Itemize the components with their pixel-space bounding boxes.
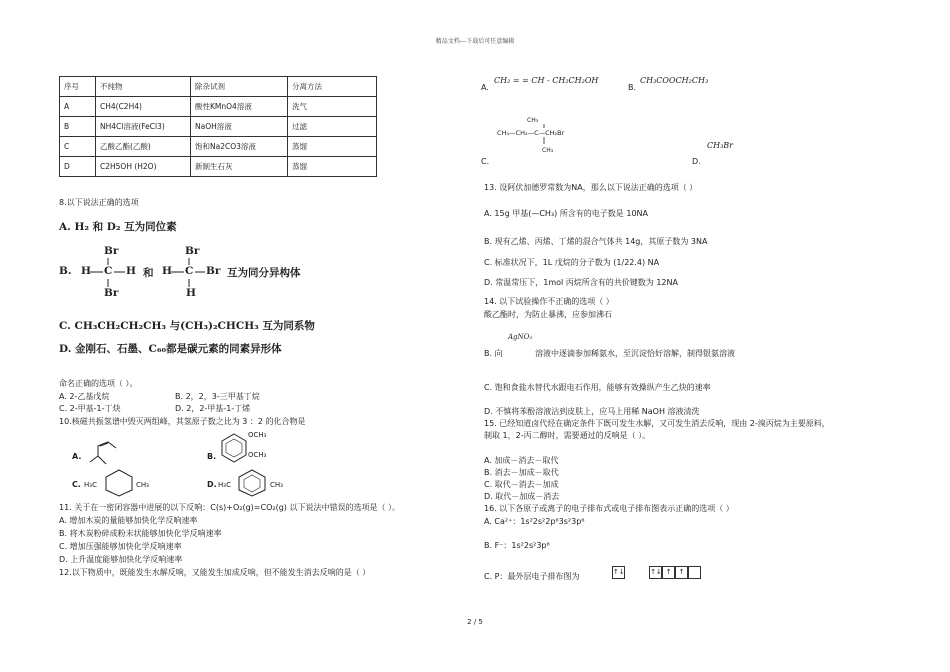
q11-option-a: A. 增加木炭的量能够加快化学反响速率 (59, 516, 198, 525)
q8-option-d: D. 金刚石、石墨、C₆₀都是碳元素的同素异形体 (59, 343, 282, 355)
q13-option-b: B. 现有乙烯、丙烯、丁烯的混合气体共 14g，其原子数为 3NA (484, 237, 708, 246)
q12-option-d: CH₃Br (707, 141, 734, 150)
table-cell: 新制生石灰 (191, 157, 288, 177)
q16-option-c: C. P：最外层电子排布图为 (484, 572, 580, 581)
q10-option-c: C. (72, 480, 81, 489)
q13-stem: 13. 设阿伏加德罗常数为NA，那么以下说法正确的选项（ ） (484, 183, 698, 192)
orbital-diagram (612, 562, 701, 581)
atom-br: Br (104, 287, 119, 299)
table-row (60, 97, 377, 117)
orbital-3p: ↑ (662, 566, 675, 579)
table-cell: 乙酸乙酯(乙酸) (96, 137, 191, 157)
q14-option-d: D. 不慎将苯酚溶液沾到皮肤上，应马上用稀 NaOH 溶液清洗 (484, 407, 700, 416)
cyclohexane-ring-icon (102, 468, 136, 498)
q16-option-b: B. F⁻：1s²2s²3p⁶ (484, 541, 550, 550)
atom-br: Br (104, 245, 119, 257)
q8-option-a: A. H₂ 和 D₂ 互为同位素 (59, 221, 177, 233)
q15-option-a: A. 加成－消去－取代 (484, 456, 559, 465)
orbital-3s: ↑↓ (612, 566, 625, 579)
table-cell: 蒸馏 (288, 157, 377, 177)
q8-b-label: B. (59, 265, 72, 277)
q9-stem: 命名正确的选项（ ）。 (59, 379, 138, 388)
q12-option-b-label: B. (628, 83, 637, 92)
table-cell: C2H5OH (H2O) (96, 157, 191, 177)
q8-stem: 8.以下说法正确的选项 (59, 198, 139, 207)
atom-c: C (185, 265, 194, 277)
q11-option-b: B. 将木炭粉碎成粉末状能够加快化学反响速率 (59, 529, 222, 538)
table-header-cell: 除杂试剂 (191, 77, 288, 97)
table-cell: 洗气 (288, 97, 377, 117)
q12-option-a-label: A. (481, 83, 489, 92)
table-cell: C (60, 137, 96, 157)
table-cell: CH4(C2H4) (96, 97, 191, 117)
q14-option-a: 酸乙酯时，为防止暴沸，应参加沸石 (484, 310, 612, 319)
q14-option-b-prefix: B. 向 (484, 349, 503, 358)
table-row (60, 117, 377, 137)
table-cell: D (60, 157, 96, 177)
atom-c: C (104, 265, 113, 277)
q16-option-a: A. Ca²⁺：1s²2s²2p⁶3s²3p⁶ (484, 517, 585, 526)
q15-option-b: B. 消去－加成－取代 (484, 468, 559, 477)
group-ch3-top: CH₃ (527, 117, 539, 124)
q10-option-d: D. (207, 480, 217, 489)
benzene-ring-icon (220, 432, 250, 464)
group-h3c: H₃C (84, 481, 97, 489)
atom-br: Br (206, 265, 221, 277)
page-header: 精品文档---下载后可任意编辑 (435, 38, 515, 45)
table-cell: A (60, 97, 96, 117)
benzene-ring-icon (235, 468, 269, 498)
group-h3c: H₃C (218, 481, 231, 489)
q14-option-c: C. 饱和食盐水替代水跟电石作用，能够有效操纵产生乙炔的速率 (484, 383, 711, 392)
group-ch3: CH₃ (270, 481, 283, 489)
table-header-cell: 不纯物 (96, 77, 191, 97)
q11-stem: 11. 关于在一密闭容器中进展的以下反响：C(s)+O₂(g)=CO₂(g) 以下说法中错误的选项是（ ）。 (59, 503, 400, 512)
table-cell: 过滤 (288, 117, 377, 137)
q12-stem: 12.以下物质中，既能发生水解反响，又能发生加成反响，但不能发生消去反响的是（ ） (59, 568, 371, 577)
atom-h: H (186, 287, 196, 299)
q9-option-d: D. 2，2-甲基-1-丁烯 (175, 404, 251, 413)
orbital-3p: ↑↓ (649, 566, 662, 579)
q14-stem: 14. 以下试验操作不正确的选项（ ） (484, 297, 614, 306)
table-header-row (60, 77, 377, 97)
table-cell: B (60, 117, 96, 137)
table-row (60, 137, 377, 157)
group-ch3-bottom: CH₃ (542, 147, 554, 154)
atom-h: H (162, 265, 172, 277)
q8-b-suffix: 互为同分异构体 (227, 267, 301, 279)
group-och3: OCH₃ (248, 451, 267, 459)
q15-stem-line1: 15. 已经知道卤代烃在确定条件下既可发生水解，又可发生消去反响，现由 2-溴丙烷为主要原料， (484, 419, 830, 428)
q10-option-a: A. (72, 452, 82, 461)
q12-option-c-label: C. (481, 157, 490, 166)
alkene-skeleton-icon (86, 438, 126, 470)
table-header-cell: 分离方法 (288, 77, 377, 97)
q15-option-c: C. 取代－消去－加成 (484, 480, 559, 489)
q10-option-b: B. (207, 452, 217, 461)
q15-option-d: D. 取代－加成－消去 (484, 492, 560, 501)
q10-stem: 10.核磁共振氢谱中毁灭两组峰，其氢原子数之比为 3 ：2 的化合物是 (59, 417, 306, 426)
q14-agno3: AgNO₃ (508, 333, 533, 341)
table-row (60, 157, 377, 177)
q16-stem: 16. 以下各原子或离子的电子排布式或电子排布图表示正确的选项（ ） (484, 504, 734, 513)
impurity-table (59, 76, 377, 177)
table-cell: NaOH溶液 (191, 117, 288, 137)
q10-structures (72, 430, 292, 500)
q11-option-c: C. 增加压强能够加快化学反响速率 (59, 542, 182, 551)
q12-option-d-label: D. (692, 157, 701, 166)
q13-option-a: A. 15g 甲基(—CH₃) 所含有的电子数是 10NA (484, 209, 648, 218)
table-cell: NH4Cl溶液(FeCl3) (96, 117, 191, 137)
table-cell: 酸性KMnO4溶液 (191, 97, 288, 117)
q12-option-a: CH₂ = = CH - CH₂CH₂OH (494, 76, 599, 85)
q13-option-c: C. 标准状况下，1L 戊烷的分子数为 (1/22.4) NA (484, 258, 660, 267)
bond-lines (79, 243, 149, 305)
atom-h: H (126, 265, 136, 277)
q13-option-d: D. 常温常压下，1mol 丙烷所含有的共价键数为 12NA (484, 278, 678, 287)
table-cell: 饱和Na2CO3溶液 (191, 137, 288, 157)
q9-option-a: A. 2-乙基戊烷 (59, 392, 110, 401)
atom-br: Br (185, 245, 200, 257)
q11-option-d: D. 上升温度能够加快化学反响速率 (59, 555, 183, 564)
table-header-cell: 序号 (60, 77, 96, 97)
q12-option-b: CH₃COOCH₂CH₃ (640, 76, 709, 85)
q15-stem-line2: 制取 1，2-丙二醇时，需要通过的反响是（ ）。 (484, 431, 651, 440)
bond-lines (159, 243, 219, 305)
atom-h: H (81, 265, 91, 277)
q14-option-b: 溶液中逐滴参加稀氨水，至沉淀恰好溶解，制得银氨溶液 (535, 349, 735, 358)
q9-option-b: B. 2，2，3-三甲基丁烷 (175, 392, 260, 401)
q9-option-c: C. 2-甲基-1-丁炔 (59, 404, 121, 413)
page-number: 2 / 5 (467, 618, 483, 626)
bond-lines (540, 118, 548, 148)
q8-and: 和 (143, 267, 154, 279)
group-och3: OCH₃ (248, 431, 267, 439)
q12-option-c-struct: CH₃—CH₂—C—CH₂Br (497, 129, 565, 137)
q8-option-b (59, 243, 379, 305)
table-cell: 蒸馏 (288, 137, 377, 157)
orbital-3p-empty (688, 566, 701, 579)
group-ch3: CH₃ (136, 481, 149, 489)
orbital-3p: ↑ (675, 566, 688, 579)
q8-option-c: C. CH₃CH₂CH₂CH₃ 与(CH₃)₂CHCH₃ 互为同系物 (59, 320, 315, 332)
